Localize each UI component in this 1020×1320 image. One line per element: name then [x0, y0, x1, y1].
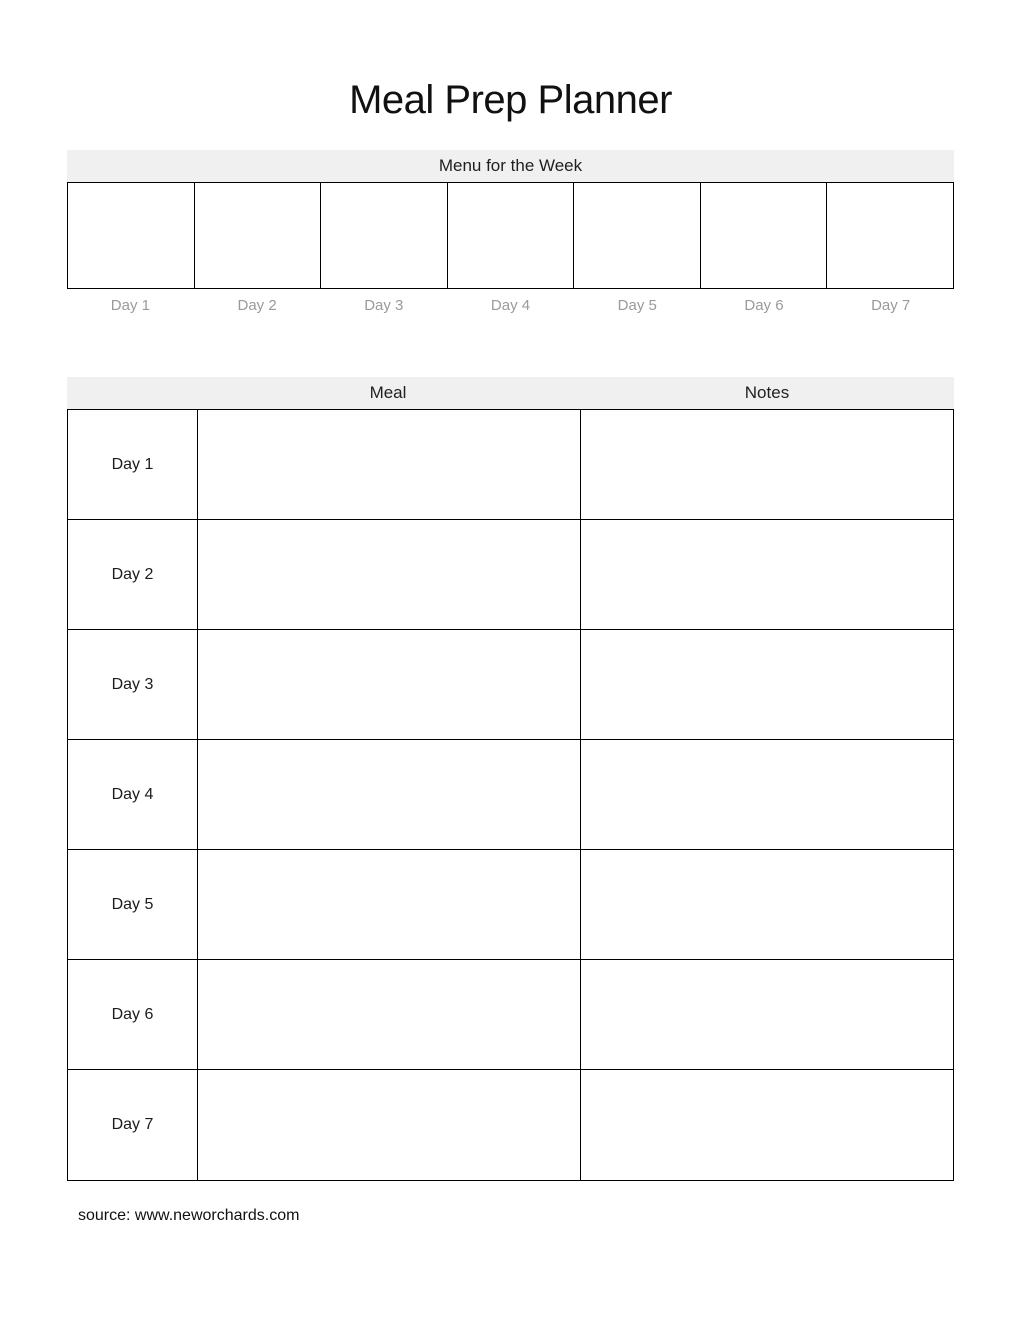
- notes-cell: [581, 740, 953, 849]
- meal-cell: [197, 960, 581, 1069]
- menu-day-label-4: Day 4: [490, 297, 531, 314]
- meal-cell: [197, 740, 581, 849]
- day-label: Day 3: [111, 675, 154, 693]
- menu-box-day-2: [195, 183, 322, 288]
- page-title: Meal Prep Planner: [349, 78, 672, 122]
- menu-box-day-5: [574, 183, 701, 288]
- planner-header-meal: Meal: [369, 383, 407, 402]
- menu-day-label-3: Day 3: [364, 297, 404, 314]
- notes-cell: [581, 960, 953, 1069]
- notes-cell: [581, 850, 953, 959]
- menu-box-day-3: [321, 183, 448, 288]
- menu-box-day-4: [448, 183, 575, 288]
- notes-cell: [581, 1070, 953, 1180]
- table-row-day-5: [68, 850, 953, 960]
- notes-cell: [581, 630, 953, 739]
- menu-week-header: [67, 150, 954, 182]
- menu-box-day-7: [827, 183, 953, 288]
- menu-day-label-5: Day 5: [617, 297, 657, 314]
- table-row-day-6: [68, 960, 953, 1070]
- menu-day-label-1: Day 1: [110, 297, 150, 314]
- meal-cell: [197, 850, 581, 959]
- menu-box-day-6: [701, 183, 828, 288]
- menu-box-day-1: [68, 183, 195, 288]
- menu-day-labels: [67, 296, 954, 316]
- table-row-day-3: [68, 630, 953, 740]
- menu-day-label-2: Day 2: [237, 297, 277, 314]
- source-attribution: source: www.neworchards.com: [78, 1207, 300, 1224]
- day-label: Day 2: [111, 565, 154, 583]
- planner-table: [67, 409, 954, 1181]
- menu-day-label-6: Day 6: [744, 297, 784, 314]
- planner-table-header: [67, 377, 954, 409]
- notes-cell: [581, 520, 953, 629]
- menu-boxes-row: [67, 182, 954, 289]
- day-label: Day 1: [111, 455, 154, 473]
- day-label: Day 4: [111, 785, 154, 803]
- notes-cell: [581, 410, 953, 519]
- menu-week-header-label: Menu for the Week: [438, 156, 583, 175]
- day-label: Day 5: [111, 895, 154, 913]
- table-row-day-4: [68, 740, 953, 850]
- table-row-day-1: [68, 410, 953, 520]
- day-label: Day 7: [111, 1116, 154, 1133]
- day-label: Day 6: [111, 1005, 154, 1023]
- table-row-day-2: [68, 520, 953, 630]
- table-row-day-7: [68, 1070, 953, 1180]
- meal-cell: [197, 410, 581, 519]
- meal-cell: [197, 520, 581, 629]
- planner-sheet: [67, 0, 954, 1225]
- meal-cell: [197, 1070, 581, 1180]
- menu-day-label-7: Day 7: [871, 297, 911, 314]
- meal-cell: [197, 630, 581, 739]
- planner-header-notes: Notes: [744, 383, 790, 402]
